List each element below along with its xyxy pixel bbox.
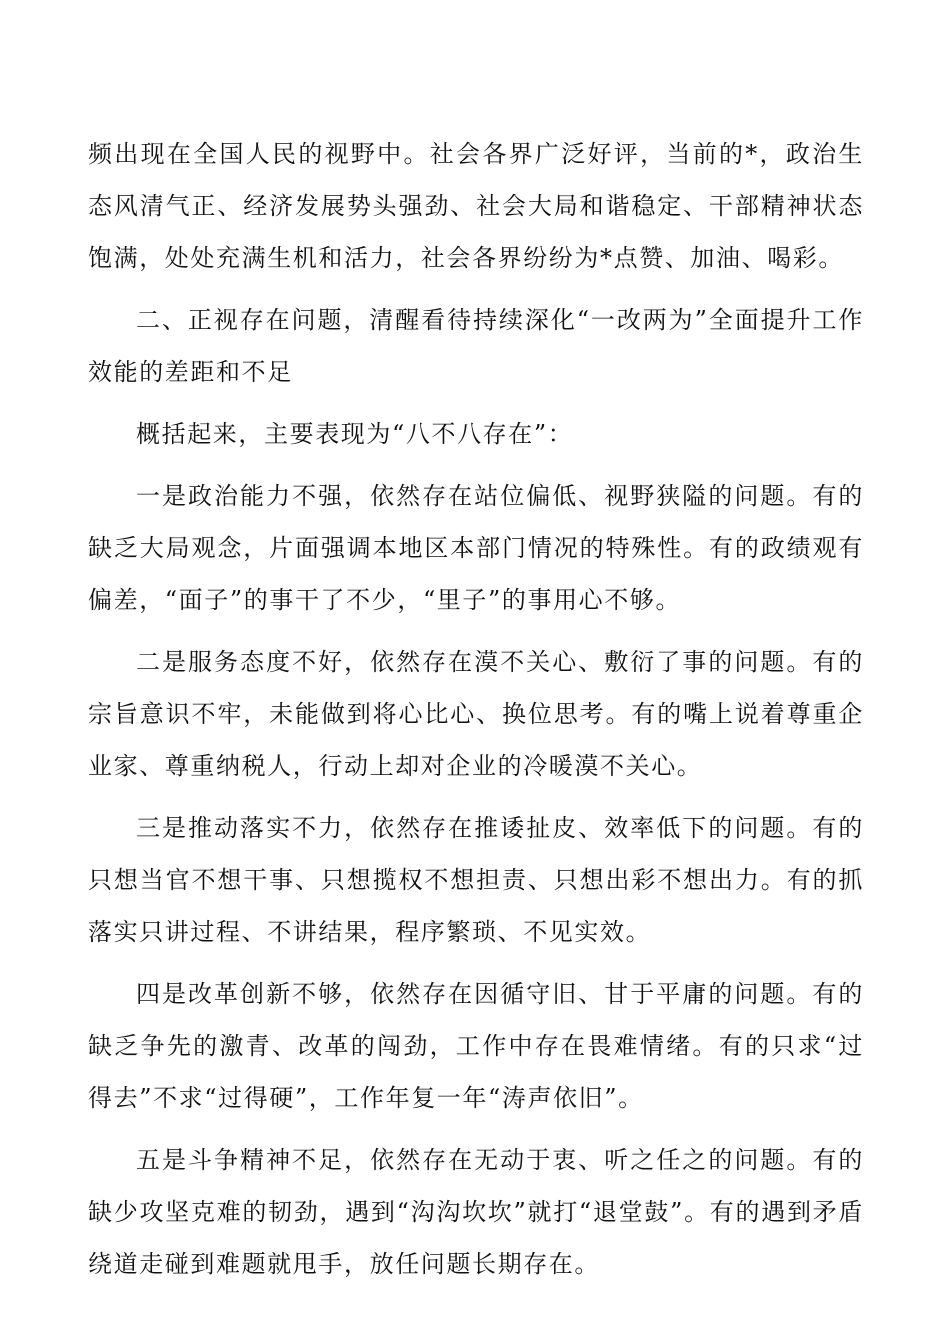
paragraph-point-three: 三是推动落实不力，依然存在推诿扯皮、效率低下的问题。有的只想当官不想干事、只想揽权不想担责、只想出彩不想出力。有的抓落实只讲过程、不讲结果，程序繁琐、不见实效。 [88, 814, 864, 946]
paragraph-summary: 概括起来，主要表现为“八不八存在”： [136, 420, 574, 448]
paragraph-point-five: 五是斗争精神不足，依然存在无动于衷、听之任之的问题。有的缺少攻坚克难的韧劲，遇到“沟沟坎坎”就打“退堂鼓”。有的遇到矛盾绕道走碰到难题就甩手，放任问题长期存在。 [88, 1146, 864, 1278]
paragraph-point-four: 四是改革创新不够，依然存在因循守旧、甘于平庸的问题。有的缺乏争先的激青、改革的闯劲，工作中存在畏难情绪。有的只求“过得去”不求“过得硬”，工作年复一年“涛声依旧”。 [88, 980, 864, 1112]
paragraph-point-one: 一是政治能力不强，依然存在站位偏低、视野狭隘的问题。有的缺乏大局观念，片面强调本地区本部门情况的特殊性。有的政绩观有偏差，“面子”的事干了不少，“里子”的事用心不够。 [88, 482, 864, 614]
section-heading: 二、正视存在问题，清醒看待持续深化“一改两为”全面提升工作效能的差距和不足 [88, 306, 864, 386]
paragraph-continuation: 频出现在全国人民的视野中。社会各界广泛好评，当前的*，政治生态风清气正、经济发展势头强劲、社会大局和谐稳定、干部精神状态饱满，处处充满生机和活力，社会各界纷纷为*点赞、加油、喝彩。 [88, 140, 864, 272]
paragraph-point-two: 二是服务态度不好，依然存在漠不关心、敷衍了事的问题。有的宗旨意识不牢，未能做到将心比心、换位思考。有的嘴上说着尊重企业家、尊重纳税人，行动上却对企业的冷暖漠不关心。 [88, 648, 864, 780]
